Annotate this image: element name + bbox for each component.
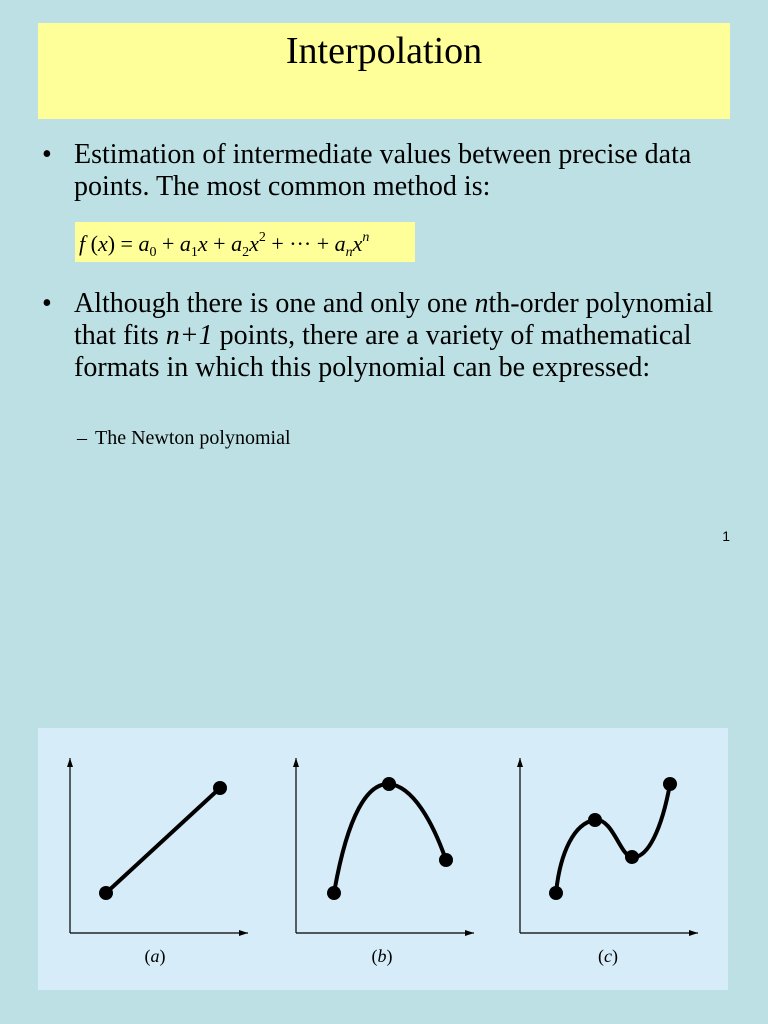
bullet-marker: • — [42, 139, 52, 170]
polynomial-formula — [75, 222, 415, 262]
plot-a-line — [106, 788, 220, 893]
bullet2-italic-n: n — [474, 288, 489, 319]
bullet-polynomial-text — [74, 288, 732, 384]
bullet-estimation — [42, 139, 732, 209]
plot-c-point — [549, 886, 563, 900]
sub-bullet-text: The Newton polynomial — [95, 427, 291, 449]
sub-bullet-dash: – — [77, 427, 87, 449]
plot-b-point — [327, 886, 341, 900]
plot-b-curve — [334, 784, 446, 893]
plot-a — [70, 758, 248, 967]
title-box — [38, 23, 730, 119]
plot-c-point — [588, 813, 602, 827]
svg-text:f (x) = a0 + a1x + a2x2 + ···: f $(x) = a_0 + a_1x + a_2x^2$ + ··· + $a_nx^n$ — [79, 230, 370, 260]
interpolation-diagram — [38, 728, 728, 990]
plot-b — [296, 758, 474, 967]
bullet2-part2: th-order polynomial that fits — [74, 288, 714, 351]
slide-title: Interpolation — [285, 30, 483, 72]
interpolation-figure — [38, 728, 728, 990]
plot-a-point — [99, 886, 113, 900]
page-number: 1 — [722, 528, 730, 544]
plot-c-label: (c) — [598, 946, 618, 966]
bullet-estimation-text: Estimation of intermediate values between precise data points. The most common method is: — [74, 139, 692, 202]
plot-c — [520, 758, 698, 967]
sub-bullet-newton — [77, 425, 291, 451]
bullet2-part3: points, there are a variety of mathematical formats in which this polynomial can be expressed: — [74, 320, 692, 383]
plot-b-point — [382, 777, 396, 791]
bullet2-italic-n1: n+1 — [165, 320, 213, 351]
plot-a-point — [213, 781, 227, 795]
plot-b-point — [439, 853, 453, 867]
plot-c-curve — [556, 784, 670, 893]
bullet2-part1: Although there is one and only one — [74, 288, 475, 319]
plot-b-label: (b) — [371, 946, 393, 966]
plot-c-point — [663, 777, 677, 791]
plot-c-point — [625, 850, 639, 864]
bullet-marker: • — [42, 288, 52, 319]
formula-box — [75, 222, 415, 262]
bullet-polynomial-formats — [42, 288, 732, 418]
plot-a-label: (a) — [144, 946, 166, 966]
